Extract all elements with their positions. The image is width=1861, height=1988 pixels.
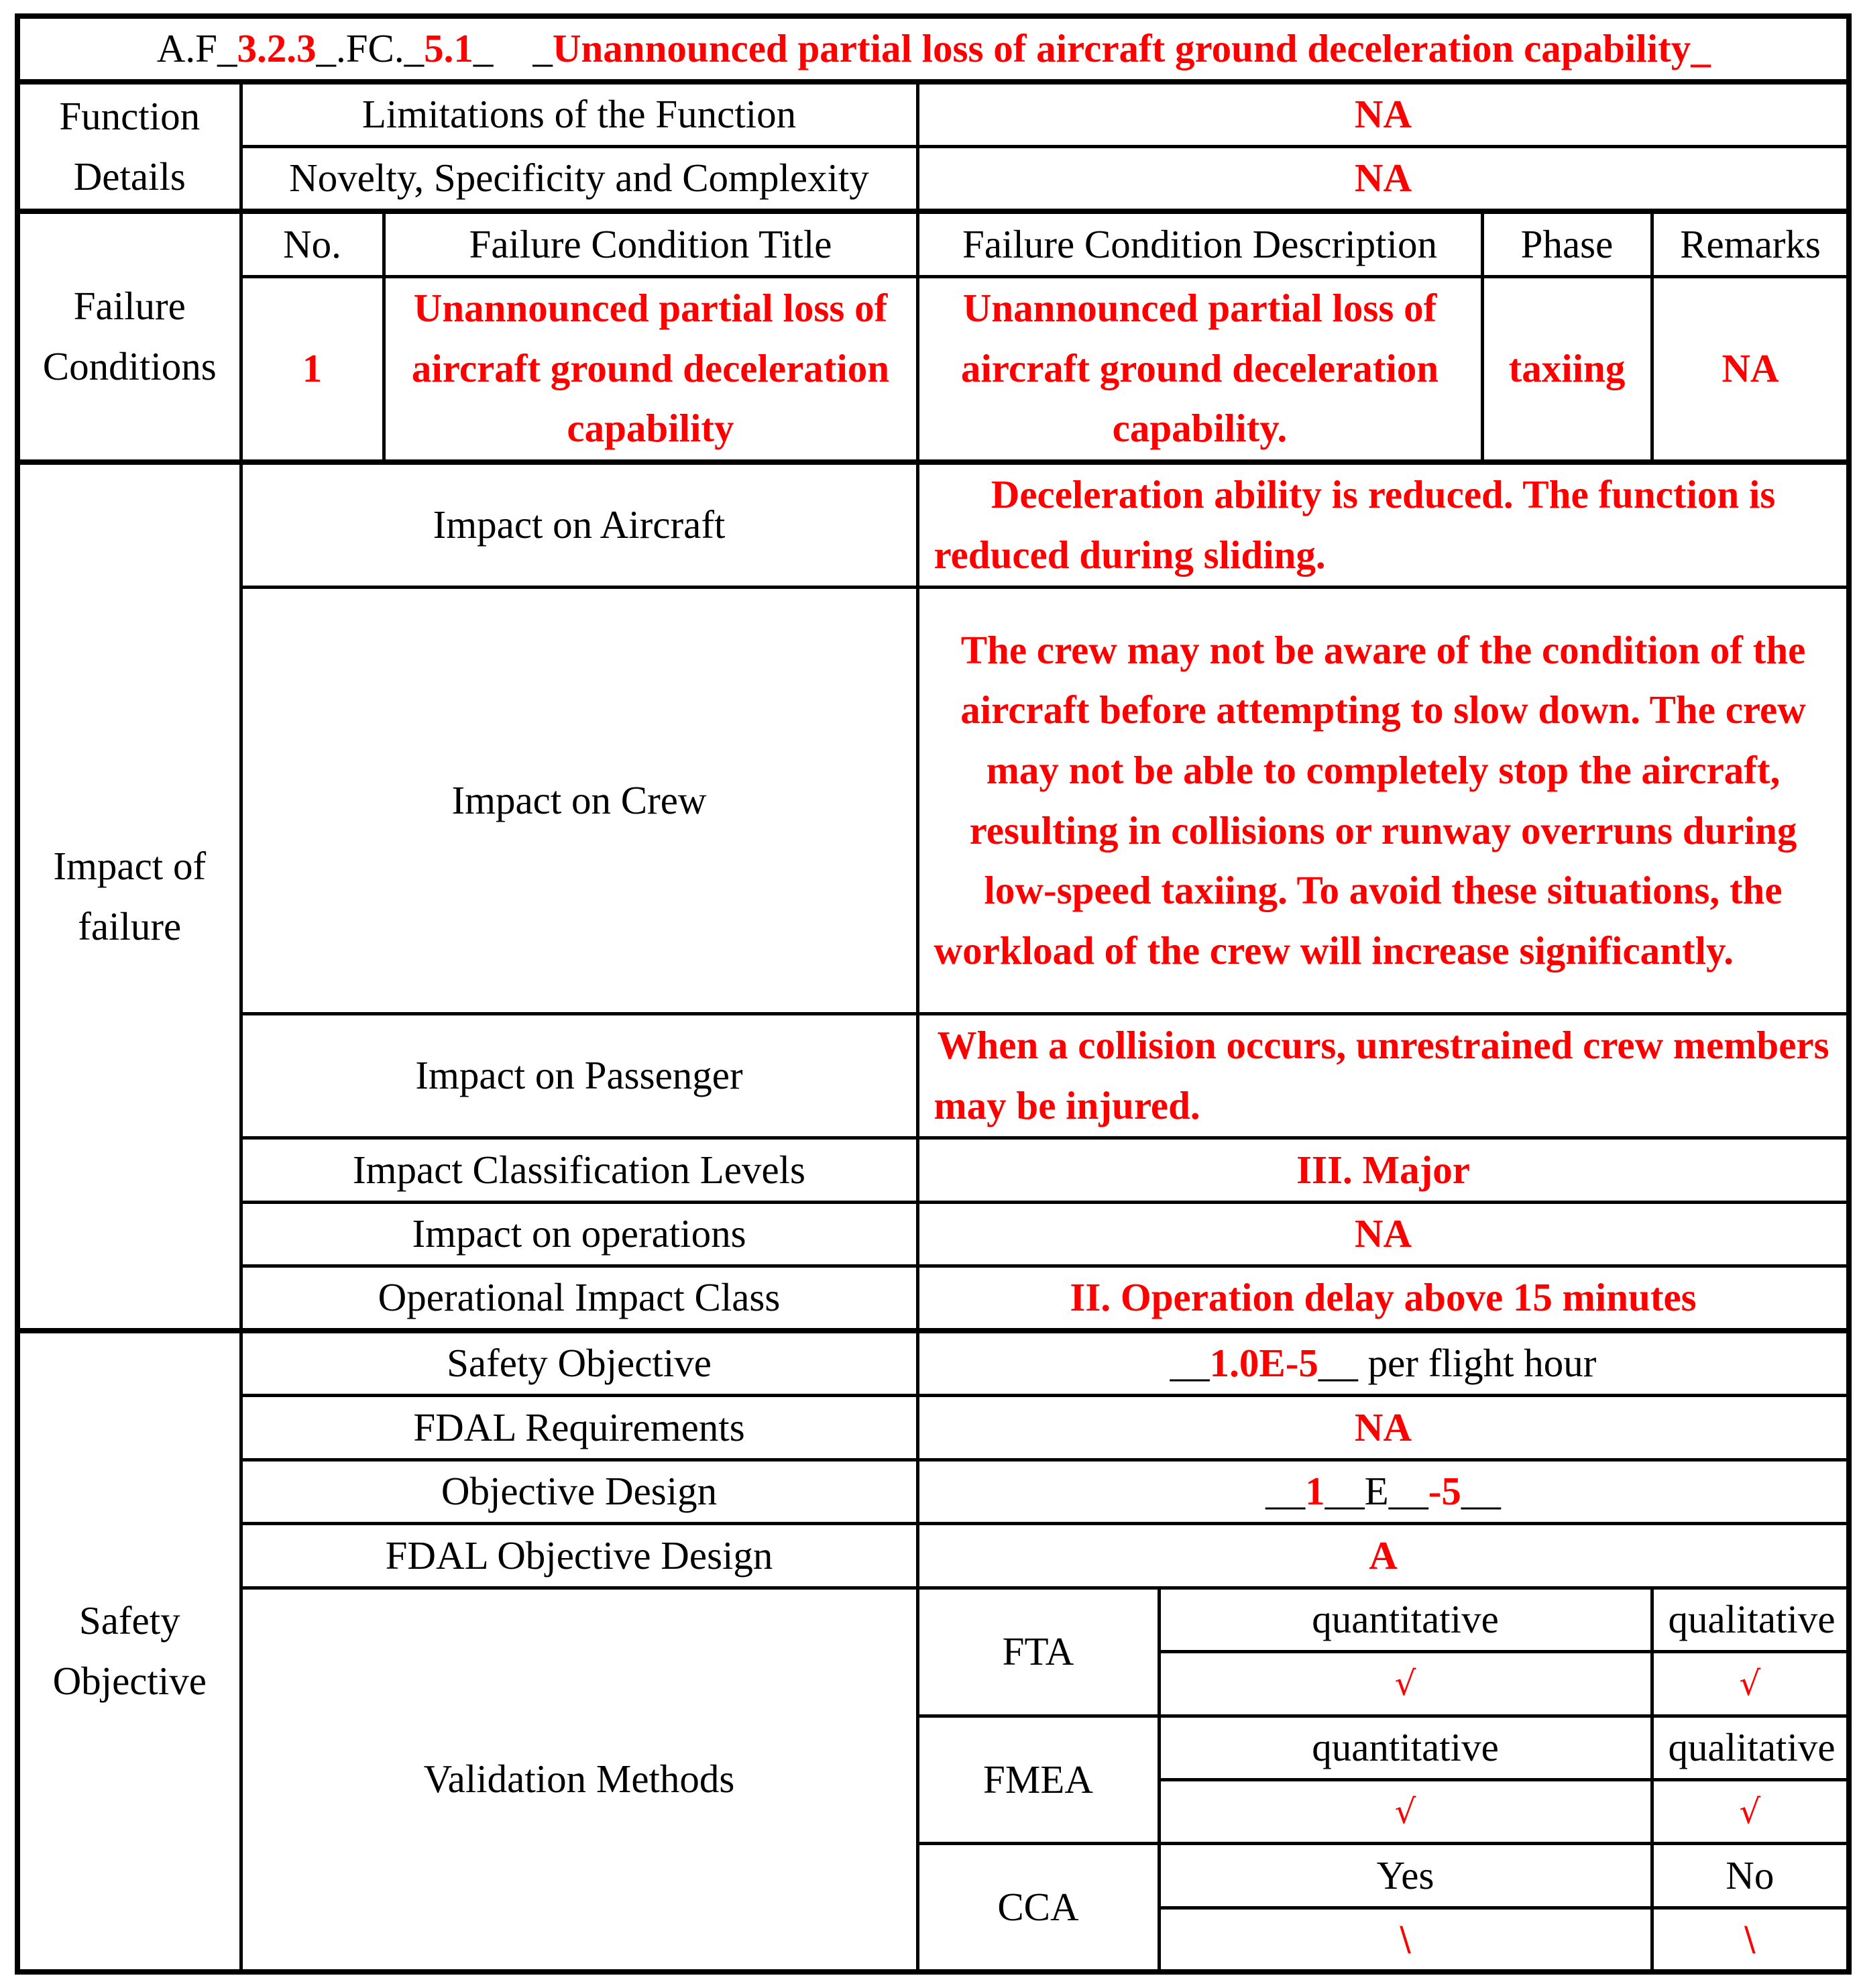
column-header-phase: Phase — [1482, 211, 1652, 276]
failure-conditions-label: Failure Conditions — [17, 211, 241, 461]
fc-description: Unannounced partial loss of aircraft ground deceleration capability. — [917, 276, 1482, 462]
impact-classification-row — [17, 1138, 1849, 1202]
method-fta-qualitative: qualitative — [1652, 1588, 1849, 1651]
method-fmea-name: FMEA — [917, 1716, 1159, 1844]
method-fmea-quantitative: quantitative — [1159, 1716, 1652, 1779]
method-cca-no: No — [1652, 1844, 1849, 1908]
method-cca-yes: Yes — [1159, 1844, 1652, 1908]
method-fmea-qualitative-check: √ — [1652, 1779, 1849, 1843]
impact-passenger-label: Impact on Passenger — [241, 1014, 917, 1138]
impact-classification-value: III. Major — [917, 1138, 1849, 1202]
column-header-remarks: Remarks — [1652, 211, 1849, 276]
failure-condition-row — [17, 276, 1849, 462]
validation-methods-label: Validation Methods — [241, 1588, 917, 1972]
function-novelty-row — [17, 147, 1849, 212]
fdal-requirements-label: FDAL Requirements — [241, 1396, 917, 1459]
fdal-objective-design-label: FDAL Objective Design — [241, 1524, 917, 1588]
method-fmea-qualitative: qualitative — [1652, 1716, 1849, 1779]
impact-crew-value: The crew may not be aware of the condition of the aircraft before attempting to slow down. The crew may not be able to completely stop the aircraft, resulting in collisions or runway overruns during low-speed taxiing. To avoid these situations, the workload of the crew will increase significantly. — [917, 588, 1849, 1014]
objective-design-value — [917, 1459, 1849, 1523]
method-cca-yes-value: \ — [1159, 1908, 1652, 1972]
operational-impact-class-row — [17, 1266, 1849, 1331]
table-header — [17, 16, 1849, 82]
impact-passenger-value: When a collision occurs, unrestrained crew members may be injured. — [917, 1014, 1849, 1138]
method-cca-name: CCA — [917, 1844, 1159, 1972]
objective-design-mantissa: 1 — [1305, 1469, 1325, 1514]
failure-conditions-header-row — [17, 211, 1849, 276]
column-header-description: Failure Condition Description — [917, 211, 1482, 276]
objective-design-e: __E__ — [1324, 1469, 1428, 1514]
impact-operations-value: NA — [917, 1202, 1849, 1266]
method-fmea-quantitative-check: √ — [1159, 1779, 1652, 1843]
header-title: Unannounced partial loss of aircraft ground deceleration capability — [552, 26, 1691, 71]
safety-objective-row — [17, 1331, 1849, 1396]
fdal-objective-design-row — [17, 1524, 1849, 1588]
failure-condition-sheet — [15, 13, 1846, 1975]
fc-title: Unannounced partial loss of aircraft ground deceleration capability — [384, 276, 917, 462]
objective-design-label: Objective Design — [241, 1459, 917, 1523]
header-separator: _ _ — [473, 26, 553, 71]
impact-classification-label: Impact Classification Levels — [241, 1138, 917, 1202]
method-fta-qualitative-check: √ — [1652, 1652, 1849, 1716]
safety-objective-label: Safety Objective — [17, 1331, 241, 1972]
header-section: 3.2.3 — [237, 26, 317, 71]
header-fc-number: 5.1 — [424, 26, 473, 71]
impact-crew-row — [17, 588, 1849, 1014]
limitations-label: Limitations of the Function — [241, 82, 917, 147]
header-row — [17, 16, 1849, 82]
failure-condition-table — [15, 13, 1852, 1975]
limitations-value: NA — [917, 82, 1849, 147]
fc-phase: taxiing — [1482, 276, 1652, 462]
objective-design-underscore-1: __ — [1265, 1469, 1306, 1514]
novelty-label: Novelty, Specificity and Complexity — [241, 147, 917, 212]
operational-impact-class-value: II. Operation delay above 15 minutes — [917, 1266, 1849, 1331]
objective-design-row — [17, 1459, 1849, 1523]
fc-remarks: NA — [1652, 276, 1849, 462]
column-header-no: No. — [241, 211, 384, 276]
safety-objective-number: 1.0E-5 — [1209, 1341, 1318, 1386]
header-suffix: _ — [1691, 26, 1711, 71]
impact-operations-row — [17, 1202, 1849, 1266]
impact-operations-label: Impact on operations — [241, 1202, 917, 1266]
impact-aircraft-value: Deceleration ability is reduced. The function is reduced during sliding. — [917, 462, 1849, 588]
impact-crew-label: Impact on Crew — [241, 588, 917, 1014]
safety-objective-value — [917, 1331, 1849, 1396]
objective-design-exponent: -5 — [1428, 1469, 1461, 1514]
fdal-objective-design-value: A — [917, 1524, 1849, 1588]
impact-passenger-row — [17, 1014, 1849, 1138]
safety-objective-item-label: Safety Objective — [241, 1331, 917, 1396]
fdal-requirements-value: NA — [917, 1396, 1849, 1459]
validation-fta-header-row — [17, 1588, 1849, 1651]
objective-design-underscore-3: __ — [1461, 1469, 1501, 1514]
fc-number: 1 — [241, 276, 384, 462]
method-fta-name: FTA — [917, 1588, 1159, 1716]
safety-objective-unit: __ per flight hour — [1318, 1341, 1597, 1386]
method-cca-no-value: \ — [1652, 1908, 1849, 1972]
function-details-label: Function Details — [17, 82, 241, 211]
method-fta-quantitative: quantitative — [1159, 1588, 1652, 1651]
function-limitations-row — [17, 82, 1849, 147]
method-fta-quantitative-check: √ — [1159, 1652, 1652, 1716]
fdal-requirements-row — [17, 1396, 1849, 1459]
column-header-title: Failure Condition Title — [384, 211, 917, 276]
operational-impact-class-label: Operational Impact Class — [241, 1266, 917, 1331]
impact-aircraft-label: Impact on Aircraft — [241, 462, 917, 588]
novelty-value: NA — [917, 147, 1849, 212]
header-prefix: A.F_ — [156, 26, 237, 71]
safety-objective-underscore: __ — [1170, 1341, 1210, 1386]
impact-aircraft-row — [17, 462, 1849, 588]
impact-of-failure-label: Impact of failure — [17, 462, 241, 1331]
header-mid: _.FC._ — [316, 26, 425, 71]
